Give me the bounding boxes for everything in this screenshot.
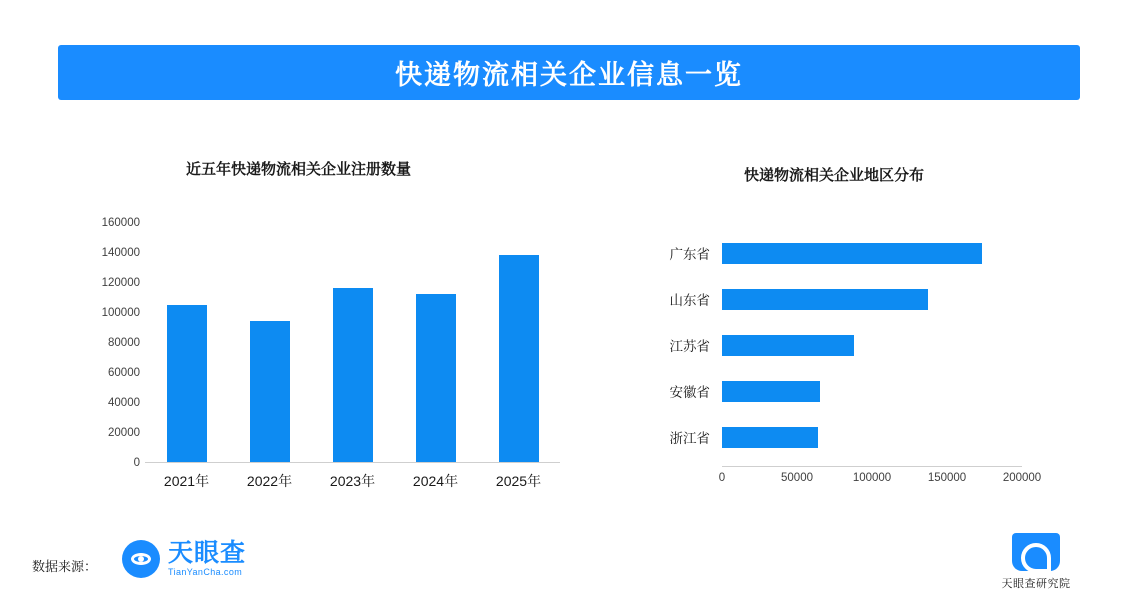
column-chart-x-tick: 2024年: [412, 473, 459, 489]
page-title: 快递物流相关企业信息一览: [395, 60, 743, 90]
eye-icon: [122, 540, 160, 578]
column-bar: [333, 288, 373, 462]
column-bar-wrapper: [311, 223, 394, 462]
bar-chart-x-axis: [718, 472, 1042, 488]
bar-chart-rows: [630, 230, 1050, 460]
column-chart-y-tick: 80000: [108, 337, 140, 349]
column-bar-wrapper: [228, 223, 311, 462]
region-distribution-bar-chart: [630, 230, 1050, 510]
horizontal-bar: [722, 427, 818, 448]
bar-chart-row: [630, 368, 1050, 414]
bar-chart-x-tick: 100000: [852, 472, 892, 484]
institute-mark-icon: [1012, 533, 1060, 571]
bar-chart-track: [722, 368, 1050, 414]
bar-chart-category-label: 山东省: [669, 293, 710, 308]
bar-chart-category-label: 浙江省: [669, 431, 710, 446]
bar-chart-category-label: 广东省: [669, 247, 710, 262]
right-chart-title: 快递物流相关企业地区分布: [744, 167, 925, 184]
registration-count-column-chart: [80, 215, 580, 495]
bar-chart-axis-line: [722, 466, 1022, 467]
column-chart-y-tick: 40000: [108, 397, 140, 409]
bar-chart-track: [722, 322, 1050, 368]
column-chart-x-tick: 2022年: [246, 473, 293, 489]
column-chart-bars: [145, 223, 560, 462]
bar-chart-category-label: 江苏省: [669, 339, 710, 354]
horizontal-bar: [722, 243, 982, 264]
left-chart-title: 近五年快递物流相关企业注册数量: [186, 161, 412, 178]
column-chart-plot-area: [145, 223, 560, 463]
column-bar-wrapper: [394, 223, 477, 462]
bar-chart-category-label: 安徽省: [669, 385, 710, 400]
column-chart-x-tick: 2021年: [163, 473, 210, 489]
tianyancha-logo-cn: 天眼查: [168, 539, 247, 567]
column-chart-x-tick: 2025年: [495, 473, 542, 489]
column-chart-y-tick: 20000: [108, 427, 140, 439]
column-bar: [416, 294, 456, 462]
bar-chart-x-tick: 50000: [781, 472, 813, 484]
column-chart-y-tick: 100000: [101, 307, 140, 319]
column-bar-wrapper: [477, 223, 560, 462]
column-chart-x-axis: [145, 471, 560, 491]
column-bar: [499, 255, 539, 462]
source-label: 数据来源：: [32, 559, 98, 574]
column-chart-y-tick: 0: [133, 457, 140, 469]
bar-chart-track: [722, 230, 1050, 276]
bar-chart-x-tick: 0: [718, 472, 726, 484]
column-bar: [250, 321, 290, 462]
horizontal-bar: [722, 289, 928, 310]
bar-chart-row: [630, 230, 1050, 276]
bar-chart-track: [722, 414, 1050, 460]
tianyancha-logo-en: TianYanCha.com: [168, 567, 243, 577]
horizontal-bar: [722, 381, 820, 402]
bar-chart-track: [722, 276, 1050, 322]
bar-chart-row: [630, 276, 1050, 322]
title-banner: [58, 45, 1080, 100]
column-chart-y-tick: 160000: [101, 217, 140, 229]
tianyancha-logo: [122, 540, 246, 578]
bar-chart-row: [630, 322, 1050, 368]
column-chart-y-axis: [80, 215, 140, 469]
bar-chart-row: [630, 414, 1050, 460]
bar-chart-x-tick: 200000: [1002, 472, 1042, 484]
column-chart-x-tick: 2023年: [329, 473, 376, 489]
bar-chart-x-tick: 150000: [927, 472, 967, 484]
column-chart-y-tick: 140000: [101, 247, 140, 259]
column-bar: [167, 305, 207, 463]
institute-name: 天眼查研究院: [1001, 578, 1071, 590]
column-bar-wrapper: [145, 223, 228, 462]
column-chart-y-tick: 60000: [108, 367, 140, 379]
horizontal-bar: [722, 335, 854, 356]
institute-logo: [976, 533, 1096, 591]
column-chart-y-tick: 120000: [101, 277, 140, 289]
